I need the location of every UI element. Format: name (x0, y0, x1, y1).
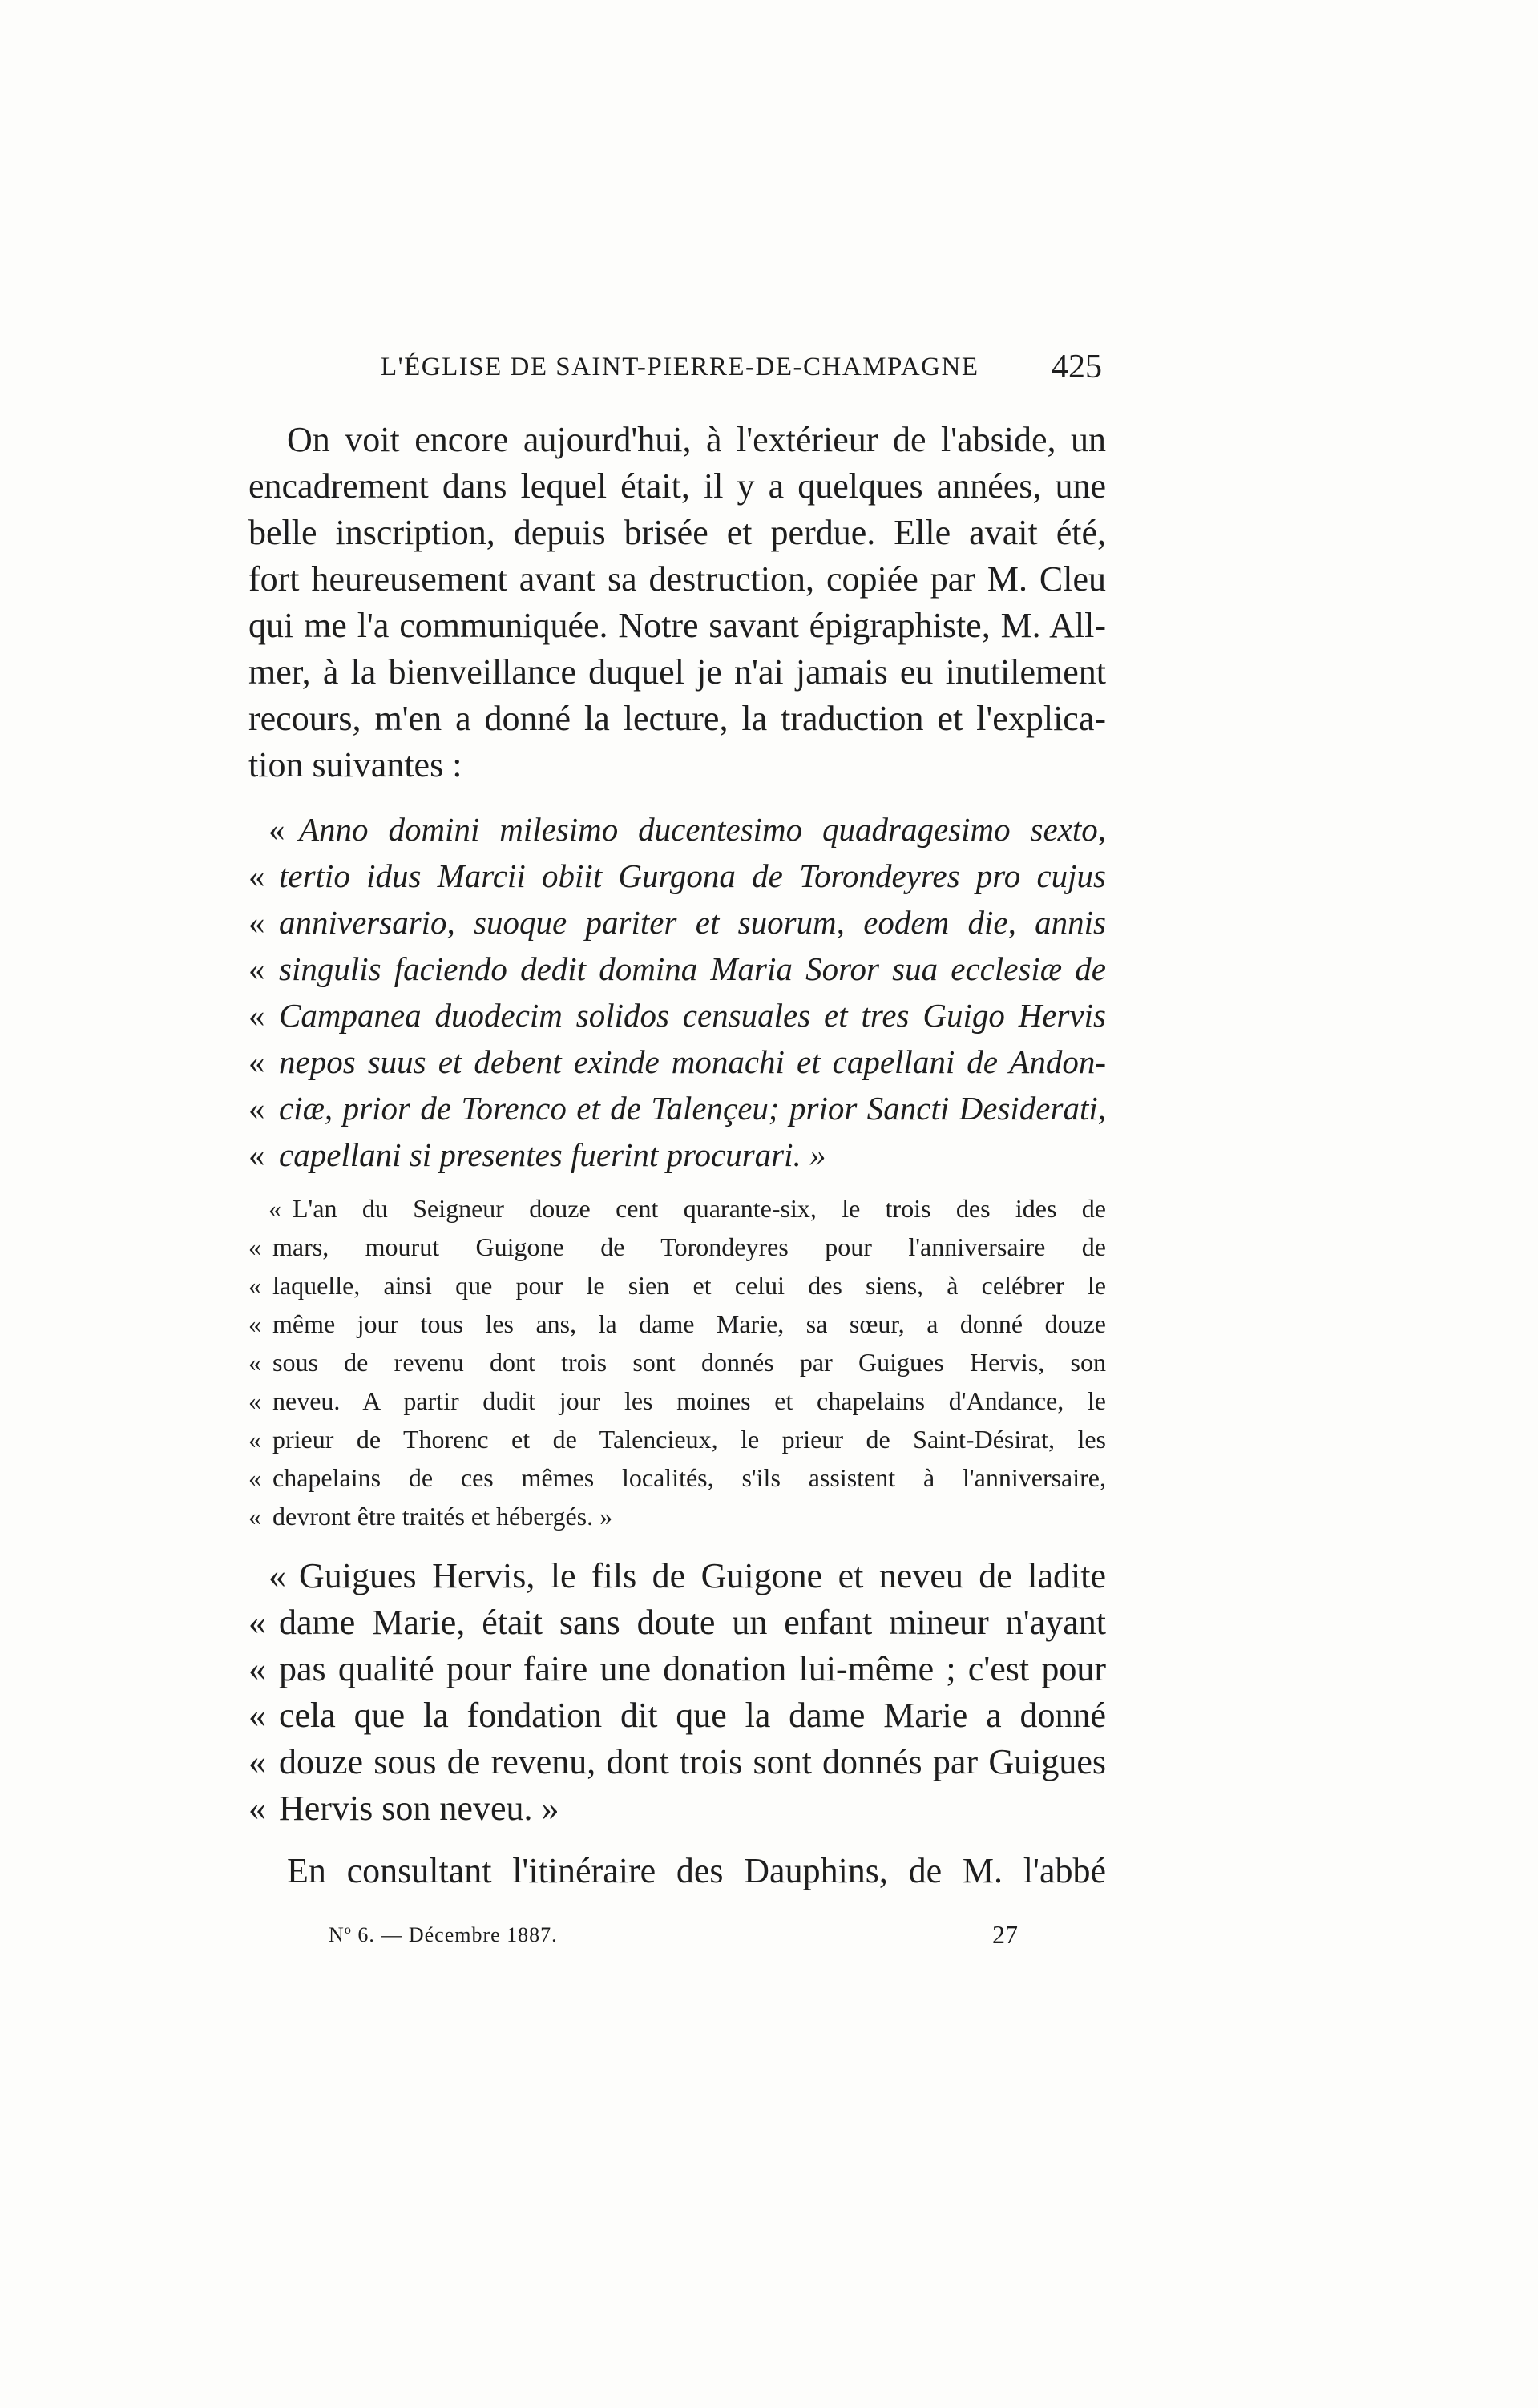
text-line: fort heureusement avant sa destruction, copiée par M. Cleu (248, 559, 1106, 599)
translation-line: même jour tous les ans, la dame Marie, sa sœur, a donné douze (272, 1309, 1106, 1338)
quote-mark: « (248, 1603, 266, 1642)
translation-line: mars, mourut Guigone de Torondeyres pour l'anniversaire de (272, 1232, 1106, 1261)
translation-line-row (248, 1266, 1106, 1305)
quote-mark: « (248, 1502, 261, 1531)
commentary-line-row (248, 1553, 1106, 1599)
french-translation (248, 1189, 1106, 1535)
running-header (248, 345, 1106, 401)
intro-paragraph (248, 417, 1106, 789)
running-title: L'ÉGLISE DE SAINT-PIERRE-DE-CHAMPAGNE (381, 353, 979, 381)
translation-line-row (248, 1343, 1106, 1381)
quote-mark: « (248, 1742, 266, 1781)
latin-line-row (248, 1085, 1106, 1131)
quote-mark: « (248, 1696, 266, 1735)
latin-line: ciæ, prior de Torenco et de Talençeu; prior Sancti Desiderati, (279, 1090, 1106, 1127)
quote-mark: « (248, 1090, 265, 1127)
text-line: tion suivantes : (248, 745, 462, 785)
translation-line-row (248, 1381, 1106, 1420)
quote-mark: « (248, 1649, 266, 1688)
latin-line-row (248, 946, 1106, 992)
commentary-line-row (248, 1692, 1106, 1739)
quote-mark: « (248, 904, 265, 941)
quote-mark: « (248, 857, 265, 894)
translation-line: prieur de Thorenc et de Talencieux, le prieur de Saint-Désirat, les (272, 1425, 1106, 1454)
text-line: belle inscription, depuis brisée et perdue. Elle avait été, (248, 513, 1106, 552)
translation-line: L'an du Seigneur douze cent quarante-six, le trois des ides de (293, 1194, 1106, 1223)
latin-line: Anno domini milesimo ducentesimo quadragesimo sexto, (299, 811, 1106, 848)
final-paragraph (248, 1848, 1106, 1894)
translation-line-row (248, 1189, 1106, 1228)
quote-mark: « (248, 1386, 261, 1415)
quote-mark: « (248, 1271, 261, 1300)
translation-line-row (248, 1497, 1106, 1535)
latin-line: Campanea duodecim solidos censuales et tres Guigo Hervis (279, 997, 1106, 1034)
latin-line-row (248, 992, 1106, 1039)
text-line: En consultant l'itinéraire des Dauphins, de M. l'abbé (287, 1851, 1106, 1890)
commentary-line-row (248, 1785, 1106, 1832)
quote-mark: « (268, 811, 285, 848)
quote-mark: « (248, 950, 265, 987)
latin-inscription (248, 806, 1106, 1178)
quote-mark: « (248, 1043, 265, 1080)
latin-line-row (248, 1039, 1106, 1085)
commentary-line: dame Marie, était sans doute un enfant mineur n'ayant (279, 1603, 1106, 1642)
translation-line: devront être traités et hébergés. » (272, 1502, 613, 1531)
quote-mark: « (248, 1136, 265, 1173)
signature-mark: 27 (992, 1920, 1018, 1949)
quote-mark: « (248, 1425, 261, 1454)
latin-line-row (248, 853, 1106, 899)
translation-line: chapelains de ces mêmes localités, s'ils assistent à l'anniversaire, (272, 1463, 1106, 1492)
latin-line: anniversario, suoque pariter et suorum, eodem die, annis (279, 904, 1106, 941)
commentary-line: cela que la fondation dit que la dame Marie a donné (279, 1696, 1106, 1735)
translation-line: sous de revenu dont trois sont donnés par Guigues Hervis, son (272, 1348, 1106, 1377)
quote-mark: « (248, 1309, 261, 1338)
text-line: qui me l'a communiquée. Notre savant épigraphiste, M. All- (248, 606, 1106, 645)
issue-line: Nº 6. — Décembre 1887. (329, 1923, 558, 1946)
page-number: 425 (1052, 349, 1102, 385)
text-line: encadrement dans lequel était, il y a quelques années, une (248, 466, 1106, 506)
latin-line: capellani si presentes fuerint procurari. » (279, 1136, 826, 1173)
quote-mark: « (248, 997, 265, 1034)
latin-line: nepos suus et debent exinde monachi et capellani de Andon- (279, 1043, 1106, 1080)
translation-line-row (248, 1305, 1106, 1343)
translation-line-row (248, 1458, 1106, 1497)
text-line: On voit encore aujourd'hui, à l'extérieur de l'abside, un (287, 420, 1106, 459)
commentary-line: Hervis son neveu. » (279, 1789, 559, 1828)
latin-line-row (248, 806, 1106, 853)
translation-line: neveu. A partir dudit jour les moines et chapelains d'Andance, le (272, 1386, 1106, 1415)
commentary-line-row (248, 1646, 1106, 1692)
quote-mark: « (248, 1348, 261, 1377)
page-content (248, 345, 1106, 1894)
quote-mark: « (268, 1556, 286, 1595)
quote-mark: « (268, 1194, 281, 1223)
commentary-line: douze sous de revenu, dont trois sont donnés par Guigues (279, 1742, 1106, 1781)
latin-line: tertio idus Marcii obiit Gurgona de Torondeyres pro cujus (279, 857, 1106, 894)
latin-line-row (248, 899, 1106, 946)
latin-line: singulis faciendo dedit domina Maria Soror sua ecclesiæ de (279, 950, 1106, 987)
page-footer (329, 1920, 1018, 1963)
quote-mark: « (248, 1789, 266, 1828)
latin-line-row (248, 1131, 1106, 1178)
translation-line: laquelle, ainsi que pour le sien et celui des siens, à celébrer le (272, 1271, 1106, 1300)
commentary-line: pas qualité pour faire une donation lui-même ; c'est pour (279, 1649, 1106, 1688)
quote-mark: « (248, 1232, 261, 1261)
translation-line-row (248, 1420, 1106, 1458)
commentary-line-row (248, 1599, 1106, 1646)
translation-line-row (248, 1228, 1106, 1266)
text-line: recours, m'en a donné la lecture, la traduction et l'explica- (248, 699, 1106, 738)
commentary-line-row (248, 1739, 1106, 1785)
commentary-line: Guigues Hervis, le fils de Guigone et neveu de ladite (299, 1556, 1106, 1595)
quote-mark: « (248, 1463, 261, 1492)
text-line: mer, à la bienveillance duquel je n'ai jamais eu inutilement (248, 652, 1106, 692)
commentary-quote (248, 1553, 1106, 1832)
